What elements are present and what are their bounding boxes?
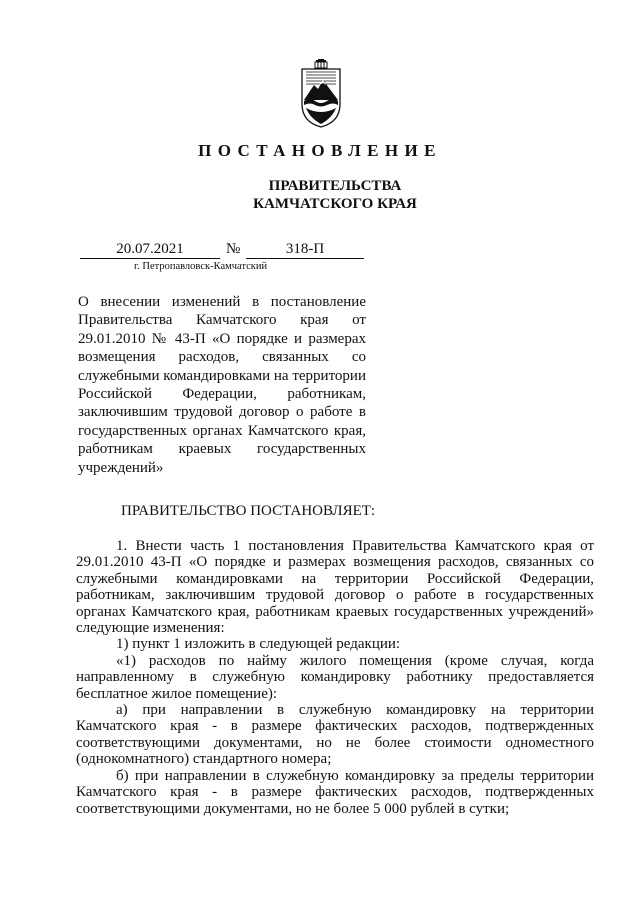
decree-line: ПРАВИТЕЛЬСТВО ПОСТАНОВЛЯЕТ: — [121, 503, 376, 519]
document-number: 318-П — [246, 240, 364, 259]
city-line: г. Петропавловск-Камчатский — [134, 261, 268, 272]
body-paragraph: 1. Внести часть 1 постановления Правительства Камчатского края от 29.01.2010 43-П «О порядке и размерах возмещения расходов, связанных со служебными командировками на территории Российской Федерации, работникам, заключившим трудовой договор о работе в государственных органах Камчатского края, работникам краевых государственных учреждений» следующие изменения: — [76, 538, 594, 637]
authority-line-2: КАМЧАТСКОГО КРАЯ — [253, 196, 417, 212]
document-body — [76, 538, 594, 817]
document-type-title: ПОСТАНОВЛЕНИЕ — [198, 141, 442, 160]
authority-line-1: ПРАВИТЕЛЬСТВА — [268, 178, 402, 194]
body-paragraph: «1) расходов по найму жилого помещения (кроме случая, когда направленному в служебную командировку работнику предоставляется бесплатное жилое помещение): — [76, 652, 594, 702]
issuing-authority — [0, 177, 640, 213]
body-paragraph: б) при направлении в служебную командировку за пределы территории Камчатского края - в размере фактических расходов, подтвержденных соответствующими документами, но не более 5 000 рублей в сутки; — [76, 767, 594, 817]
body-paragraph: 1) пункт 1 изложить в следующей редакции: — [116, 636, 401, 653]
number-sign: № — [226, 241, 241, 257]
body-paragraph: а) при направлении в служебную командировку на территории Камчатского края - в размере фактических расходов, подтвержденных соответствующими документами, но не более стоимости одноместного (однокомнатного) стандартного номера; — [76, 702, 594, 768]
kamchatka-coat-of-arms-icon — [299, 58, 343, 128]
document-date: 20.07.2021 — [80, 240, 220, 259]
document-subject: О внесении изменений в постановление Правительства Камчатского края от 29.01.2010 № 43-П «О порядке и размерах возмещения расходов, связанных со служебными командировками на территории Российской Федерации, работникам, заключившим трудовой договор о работе в государственных органах Камчатского края, работникам краевых государственных учреждений» — [78, 294, 366, 476]
